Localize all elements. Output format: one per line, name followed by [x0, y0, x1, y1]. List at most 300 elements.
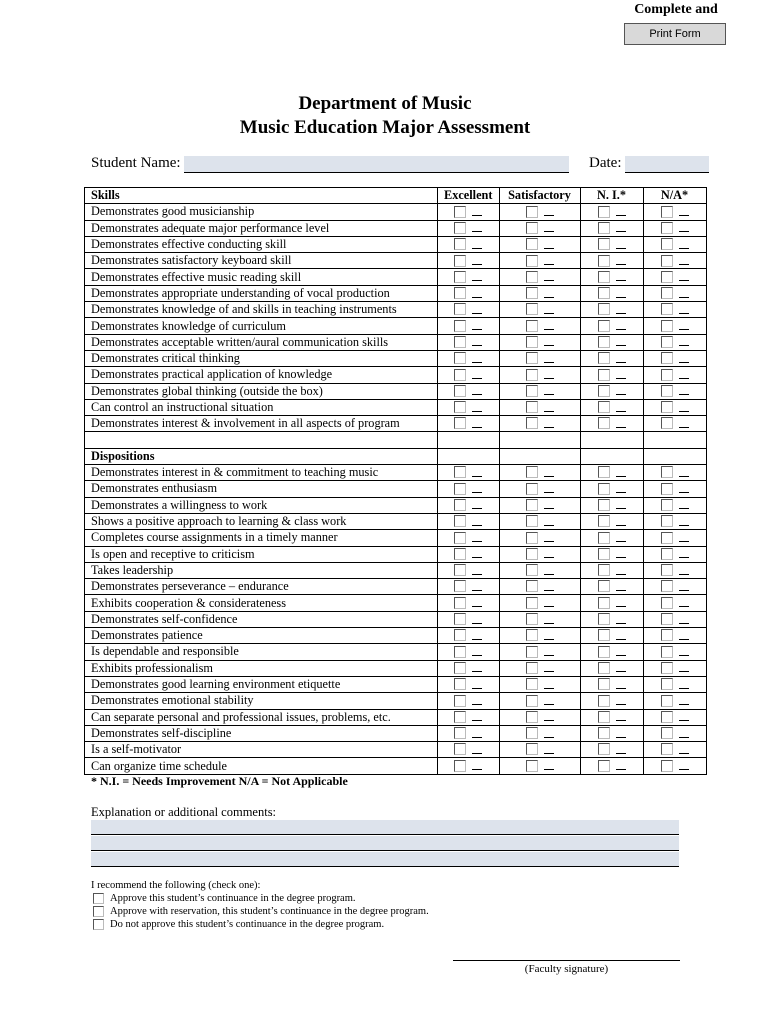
ni-checkbox[interactable]: [598, 206, 610, 218]
blank-line: [472, 720, 482, 721]
criterion-label: Demonstrates knowledge of and skills in teaching instruments: [85, 302, 438, 318]
excellent-checkbox[interactable]: [454, 352, 466, 364]
excellent-checkbox[interactable]: [454, 222, 466, 234]
excellent-cell: [438, 383, 500, 399]
criterion-label: Demonstrates self-discipline: [85, 725, 438, 741]
blank-line: [679, 704, 689, 705]
disposition-row: [85, 693, 707, 709]
blank-line: [616, 297, 626, 298]
ni-checkbox[interactable]: [598, 695, 610, 707]
satisfactory-checkbox[interactable]: [526, 629, 538, 641]
criterion-label: Exhibits cooperation & considerateness: [85, 595, 438, 611]
ni-checkbox[interactable]: [598, 238, 610, 250]
complete-and-label: Complete and: [634, 2, 718, 17]
blank-line: [679, 248, 689, 249]
excellent-checkbox[interactable]: [454, 401, 466, 413]
satisfactory-checkbox[interactable]: [526, 287, 538, 299]
disposition-row: [85, 465, 707, 481]
recommend-reservation-option[interactable]: [91, 905, 429, 918]
blank-line: [544, 215, 554, 216]
blank-line: [679, 280, 689, 281]
signature-line[interactable]: [453, 960, 680, 961]
assessment-table: [84, 187, 707, 775]
na-checkbox[interactable]: [661, 255, 673, 267]
na-checkbox[interactable]: [661, 711, 673, 723]
blank-line: [472, 753, 482, 754]
satisfactory-cell: [499, 758, 580, 774]
excellent-cell: [438, 628, 500, 644]
blank-line: [616, 215, 626, 216]
na-checkbox[interactable]: [661, 532, 673, 544]
satisfactory-cell: [499, 546, 580, 562]
ni-cell: [580, 253, 643, 269]
blank-line: [472, 525, 482, 526]
ni-cell: [580, 481, 643, 497]
ni-cell: [580, 399, 643, 415]
na-checkbox[interactable]: [661, 352, 673, 364]
blank-line: [679, 345, 689, 346]
criterion-label: Demonstrates appropriate understanding of vocal production: [85, 285, 438, 301]
na-checkbox[interactable]: [661, 417, 673, 429]
criterion-label: Completes course assignments in a timely manner: [85, 530, 438, 546]
satisfactory-cell: [499, 399, 580, 415]
blank-line: [616, 753, 626, 754]
ni-checkbox[interactable]: [598, 499, 610, 511]
na-cell: [643, 350, 706, 366]
na-checkbox[interactable]: [661, 629, 673, 641]
section-heading: Dispositions: [85, 448, 438, 464]
satisfactory-cell: [499, 302, 580, 318]
na-checkbox[interactable]: [661, 646, 673, 658]
na-checkbox[interactable]: [661, 760, 673, 772]
na-checkbox[interactable]: [661, 238, 673, 250]
excellent-cell: [438, 334, 500, 350]
skill-row: [85, 416, 707, 432]
na-checkbox[interactable]: [661, 287, 673, 299]
ni-checkbox[interactable]: [598, 678, 610, 690]
excellent-checkbox[interactable]: [454, 727, 466, 739]
na-checkbox[interactable]: [661, 385, 673, 397]
ni-checkbox[interactable]: [598, 613, 610, 625]
na-checkbox[interactable]: [661, 499, 673, 511]
satisfactory-checkbox[interactable]: [526, 646, 538, 658]
na-checkbox[interactable]: [661, 320, 673, 332]
blank-line: [616, 557, 626, 558]
blank-line: [616, 623, 626, 624]
satisfactory-cell: [499, 562, 580, 578]
na-checkbox[interactable]: [661, 743, 673, 755]
satisfactory-cell: [499, 660, 580, 676]
excellent-cell: [438, 579, 500, 595]
excellent-cell: [438, 350, 500, 366]
excellent-checkbox[interactable]: [454, 678, 466, 690]
na-cell: [643, 660, 706, 676]
na-cell: [643, 465, 706, 481]
blank-line: [616, 329, 626, 330]
blank-line: [679, 313, 689, 314]
satisfactory-checkbox[interactable]: [526, 580, 538, 592]
na-checkbox[interactable]: [661, 580, 673, 592]
na-checkbox[interactable]: [661, 336, 673, 348]
empty-cell: [499, 448, 580, 464]
blank-line: [616, 378, 626, 379]
na-checkbox[interactable]: [661, 483, 673, 495]
excellent-checkbox[interactable]: [454, 238, 466, 250]
ni-checkbox[interactable]: [598, 580, 610, 592]
satisfactory-checkbox[interactable]: [526, 548, 538, 560]
ni-checkbox[interactable]: [598, 303, 610, 315]
ni-cell: [580, 302, 643, 318]
blank-line: [544, 639, 554, 640]
ni-checkbox[interactable]: [598, 369, 610, 381]
blank-line: [472, 590, 482, 591]
ni-cell: [580, 383, 643, 399]
excellent-checkbox[interactable]: [454, 613, 466, 625]
excellent-checkbox[interactable]: [454, 255, 466, 267]
ni-checkbox[interactable]: [598, 466, 610, 478]
ni-checkbox[interactable]: [598, 401, 610, 413]
criterion-label: Demonstrates emotional stability: [85, 693, 438, 709]
excellent-checkbox[interactable]: [454, 369, 466, 381]
satisfactory-checkbox[interactable]: [526, 336, 538, 348]
excellent-cell: [438, 285, 500, 301]
blank-line: [472, 394, 482, 395]
ni-cell: [580, 758, 643, 774]
ni-cell: [580, 350, 643, 366]
excellent-cell: [438, 204, 500, 220]
satisfactory-checkbox[interactable]: [526, 662, 538, 674]
criterion-label: Demonstrates perseverance – endurance: [85, 579, 438, 595]
excellent-cell: [438, 693, 500, 709]
satisfactory-cell: [499, 579, 580, 595]
ni-checkbox[interactable]: [598, 515, 610, 527]
excellent-checkbox[interactable]: [454, 711, 466, 723]
blank-line: [472, 297, 482, 298]
criterion-label: Demonstrates effective music reading skill: [85, 269, 438, 285]
excellent-checkbox[interactable]: [454, 336, 466, 348]
satisfactory-checkbox[interactable]: [526, 369, 538, 381]
na-checkbox[interactable]: [661, 695, 673, 707]
student-name-field[interactable]: [184, 156, 569, 173]
empty-cell: [580, 432, 643, 448]
blank-line: [472, 623, 482, 624]
na-checkbox[interactable]: [661, 303, 673, 315]
date-label: Date:: [589, 155, 622, 171]
na-column-header: N/A*: [643, 188, 706, 204]
satisfactory-checkbox[interactable]: [526, 499, 538, 511]
excellent-checkbox[interactable]: [454, 271, 466, 283]
blank-line: [544, 394, 554, 395]
na-cell: [643, 269, 706, 285]
excellent-checkbox[interactable]: [454, 417, 466, 429]
ni-checkbox[interactable]: [598, 743, 610, 755]
satisfactory-cell: [499, 253, 580, 269]
satisfactory-cell: [499, 383, 580, 399]
excellent-checkbox[interactable]: [454, 662, 466, 674]
excellent-checkbox[interactable]: [454, 206, 466, 218]
ni-checkbox[interactable]: [598, 727, 610, 739]
ni-checkbox[interactable]: [598, 564, 610, 576]
blank-line: [679, 541, 689, 542]
satisfactory-checkbox[interactable]: [526, 760, 538, 772]
ni-cell: [580, 725, 643, 741]
excellent-checkbox[interactable]: [454, 385, 466, 397]
comment-line[interactable]: [91, 852, 679, 867]
criterion-label: Demonstrates adequate major performance level: [85, 220, 438, 236]
criterion-label: Demonstrates patience: [85, 628, 438, 644]
ni-cell: [580, 579, 643, 595]
blank-line: [544, 525, 554, 526]
comments-field[interactable]: [91, 820, 679, 868]
ni-checkbox[interactable]: [598, 222, 610, 234]
blank-line: [472, 557, 482, 558]
criterion-label: Demonstrates good musicianship: [85, 204, 438, 220]
blank-line: [616, 720, 626, 721]
na-checkbox[interactable]: [661, 401, 673, 413]
na-cell: [643, 758, 706, 774]
satisfactory-checkbox[interactable]: [526, 597, 538, 609]
ni-cell: [580, 318, 643, 334]
ni-checkbox[interactable]: [598, 548, 610, 560]
excellent-cell: [438, 676, 500, 692]
blank-line: [472, 492, 482, 493]
excellent-checkbox[interactable]: [454, 287, 466, 299]
blank-line: [472, 655, 482, 656]
criterion-label: Is a self-motivator: [85, 742, 438, 758]
criterion-label: Takes leadership: [85, 562, 438, 578]
blank-line: [616, 704, 626, 705]
blank-line: [616, 313, 626, 314]
excellent-checkbox[interactable]: [454, 483, 466, 495]
satisfactory-checkbox[interactable]: [526, 678, 538, 690]
disposition-row: [85, 481, 707, 497]
satisfactory-cell: [499, 595, 580, 611]
ni-checkbox[interactable]: [598, 662, 610, 674]
blank-line: [679, 590, 689, 591]
ni-checkbox[interactable]: [598, 597, 610, 609]
blank-line: [544, 688, 554, 689]
student-name-label: Student Name:: [91, 155, 181, 171]
criterion-label: Can separate personal and professional issues, problems, etc.: [85, 709, 438, 725]
comment-line[interactable]: [91, 836, 679, 851]
empty-cell: [643, 432, 706, 448]
blank-line: [616, 639, 626, 640]
checkbox[interactable]: [93, 919, 104, 930]
na-checkbox[interactable]: [661, 662, 673, 674]
na-cell: [643, 693, 706, 709]
blank-line: [679, 753, 689, 754]
satisfactory-checkbox[interactable]: [526, 303, 538, 315]
excellent-checkbox[interactable]: [454, 499, 466, 511]
checkbox[interactable]: [93, 906, 104, 917]
criterion-label: Demonstrates acceptable written/aural communication skills: [85, 334, 438, 350]
na-checkbox[interactable]: [661, 613, 673, 625]
satisfactory-column-header: Satisfactory: [499, 188, 580, 204]
satisfactory-checkbox[interactable]: [526, 401, 538, 413]
blank-line: [679, 362, 689, 363]
excellent-checkbox[interactable]: [454, 695, 466, 707]
satisfactory-cell: [499, 367, 580, 383]
satisfactory-checkbox[interactable]: [526, 564, 538, 576]
excellent-checkbox[interactable]: [454, 303, 466, 315]
na-checkbox[interactable]: [661, 548, 673, 560]
satisfactory-checkbox[interactable]: [526, 320, 538, 332]
excellent-checkbox[interactable]: [454, 760, 466, 772]
blank-line: [472, 345, 482, 346]
na-checkbox[interactable]: [661, 466, 673, 478]
ni-cell: [580, 644, 643, 660]
satisfactory-checkbox[interactable]: [526, 515, 538, 527]
excellent-checkbox[interactable]: [454, 646, 466, 658]
ni-checkbox[interactable]: [598, 352, 610, 364]
blank-line: [544, 574, 554, 575]
skill-row: [85, 383, 707, 399]
criterion-label: Demonstrates satisfactory keyboard skill: [85, 253, 438, 269]
ni-cell: [580, 367, 643, 383]
na-checkbox[interactable]: [661, 206, 673, 218]
blank-line: [544, 248, 554, 249]
na-checkbox[interactable]: [661, 564, 673, 576]
na-checkbox[interactable]: [661, 271, 673, 283]
ni-checkbox[interactable]: [598, 287, 610, 299]
ni-checkbox[interactable]: [598, 760, 610, 772]
satisfactory-cell: [499, 513, 580, 529]
ni-checkbox[interactable]: [598, 385, 610, 397]
blank-line: [544, 557, 554, 558]
criterion-label: Demonstrates interest in & commitment to teaching music: [85, 465, 438, 481]
empty-cell: [499, 432, 580, 448]
disposition-row: [85, 595, 707, 611]
excellent-cell: [438, 530, 500, 546]
na-cell: [643, 611, 706, 627]
ni-checkbox[interactable]: [598, 320, 610, 332]
blank-line: [544, 264, 554, 265]
excellent-checkbox[interactable]: [454, 466, 466, 478]
na-checkbox[interactable]: [661, 597, 673, 609]
excellent-cell: [438, 644, 500, 660]
disposition-row: [85, 530, 707, 546]
disposition-row: [85, 611, 707, 627]
blank-line: [616, 231, 626, 232]
criterion-label: Demonstrates self-confidence: [85, 611, 438, 627]
ni-checkbox[interactable]: [598, 646, 610, 658]
ni-checkbox[interactable]: [598, 271, 610, 283]
excellent-checkbox[interactable]: [454, 320, 466, 332]
na-cell: [643, 253, 706, 269]
date-field[interactable]: [625, 156, 709, 173]
excellent-cell: [438, 546, 500, 562]
print-form-button[interactable]: Print Form: [624, 23, 726, 45]
satisfactory-checkbox[interactable]: [526, 483, 538, 495]
empty-cell: [643, 448, 706, 464]
satisfactory-checkbox[interactable]: [526, 255, 538, 267]
excellent-checkbox[interactable]: [454, 515, 466, 527]
satisfactory-checkbox[interactable]: [526, 711, 538, 723]
excellent-checkbox[interactable]: [454, 629, 466, 641]
na-cell: [643, 709, 706, 725]
criterion-label: Demonstrates effective conducting skill: [85, 236, 438, 252]
na-cell: [643, 220, 706, 236]
blank-line: [616, 525, 626, 526]
na-checkbox[interactable]: [661, 727, 673, 739]
satisfactory-cell: [499, 220, 580, 236]
satisfactory-checkbox[interactable]: [526, 613, 538, 625]
excellent-checkbox[interactable]: [454, 548, 466, 560]
disposition-row: [85, 758, 707, 774]
excellent-cell: [438, 758, 500, 774]
ni-checkbox[interactable]: [598, 532, 610, 544]
disposition-row: [85, 579, 707, 595]
ni-cell: [580, 660, 643, 676]
disposition-row: [85, 660, 707, 676]
criterion-label: Demonstrates practical application of knowledge: [85, 367, 438, 383]
excellent-checkbox[interactable]: [454, 580, 466, 592]
satisfactory-checkbox[interactable]: [526, 727, 538, 739]
satisfactory-checkbox[interactable]: [526, 222, 538, 234]
blank-line: [544, 476, 554, 477]
excellent-checkbox[interactable]: [454, 743, 466, 755]
satisfactory-checkbox[interactable]: [526, 352, 538, 364]
comment-line[interactable]: [91, 820, 679, 835]
empty-cell: [438, 448, 500, 464]
satisfactory-cell: [499, 644, 580, 660]
blank-line: [679, 671, 689, 672]
satisfactory-checkbox[interactable]: [526, 385, 538, 397]
ni-cell: [580, 465, 643, 481]
na-checkbox[interactable]: [661, 678, 673, 690]
checkbox[interactable]: [93, 893, 104, 904]
satisfactory-checkbox[interactable]: [526, 271, 538, 283]
ni-cell: [580, 530, 643, 546]
ni-checkbox[interactable]: [598, 417, 610, 429]
blank-line: [679, 394, 689, 395]
recommend-approve-option[interactable]: [91, 892, 429, 905]
satisfactory-checkbox[interactable]: [526, 743, 538, 755]
ni-checkbox[interactable]: [598, 711, 610, 723]
na-checkbox[interactable]: [661, 369, 673, 381]
ni-cell: [580, 269, 643, 285]
excellent-checkbox[interactable]: [454, 532, 466, 544]
excellent-cell: [438, 725, 500, 741]
skill-row: [85, 350, 707, 366]
na-cell: [643, 530, 706, 546]
na-checkbox[interactable]: [661, 222, 673, 234]
satisfactory-checkbox[interactable]: [526, 695, 538, 707]
satisfactory-cell: [499, 204, 580, 220]
satisfactory-checkbox[interactable]: [526, 206, 538, 218]
ni-checkbox[interactable]: [598, 483, 610, 495]
na-cell: [643, 236, 706, 252]
na-cell: [643, 742, 706, 758]
ni-checkbox[interactable]: [598, 336, 610, 348]
satisfactory-checkbox[interactable]: [526, 466, 538, 478]
na-checkbox[interactable]: [661, 515, 673, 527]
ni-checkbox[interactable]: [598, 629, 610, 641]
excellent-cell: [438, 742, 500, 758]
blank-line: [679, 574, 689, 575]
blank-line: [472, 704, 482, 705]
blank-line: [679, 297, 689, 298]
satisfactory-checkbox[interactable]: [526, 417, 538, 429]
excellent-checkbox[interactable]: [454, 597, 466, 609]
satisfactory-checkbox[interactable]: [526, 238, 538, 250]
ni-cell: [580, 562, 643, 578]
ni-checkbox[interactable]: [598, 255, 610, 267]
excellent-checkbox[interactable]: [454, 564, 466, 576]
satisfactory-checkbox[interactable]: [526, 532, 538, 544]
blank-line: [616, 345, 626, 346]
recommend-deny-option[interactable]: [91, 918, 429, 931]
